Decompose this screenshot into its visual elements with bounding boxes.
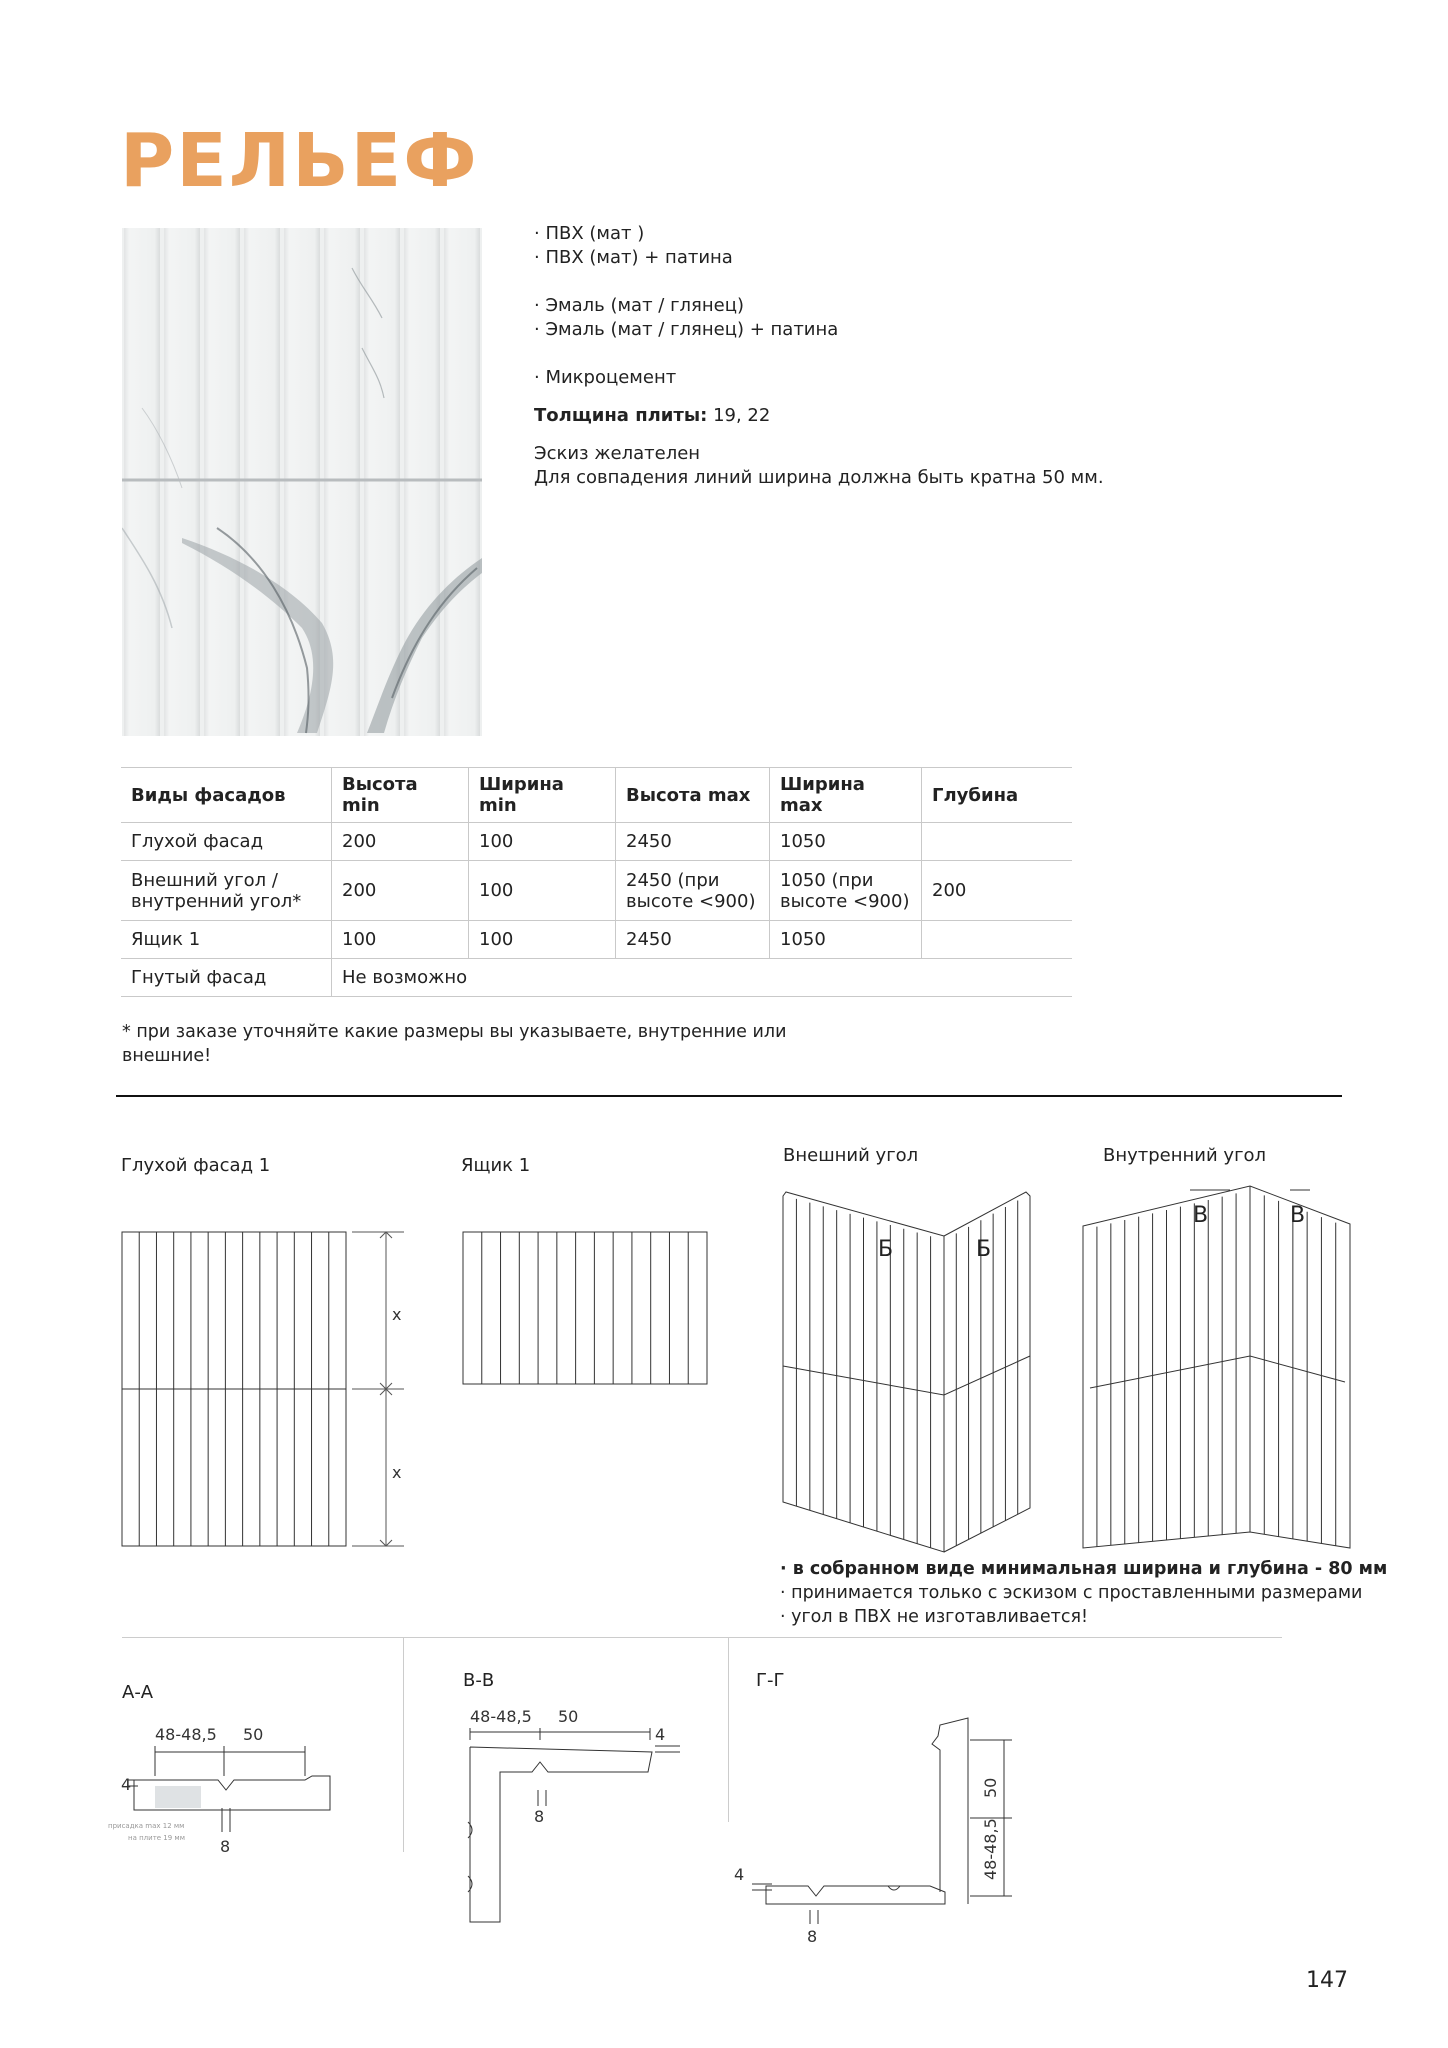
caption-outer-corner: Внешний угол	[783, 1145, 919, 1166]
inner-corner-drawing	[1083, 1186, 1350, 1548]
photo-rib	[204, 228, 240, 736]
mark-v-left: В	[1193, 1203, 1209, 1228]
mark-b-right: Б	[976, 1237, 992, 1262]
thickness-value: 19, 22	[713, 405, 771, 426]
dim-x-top: x	[392, 1305, 402, 1324]
table-cell: 100	[469, 823, 616, 861]
width-note: Для совпадения линий ширина должна быть кратна 50 мм.	[534, 467, 1104, 488]
dim-x-bottom: x	[392, 1463, 402, 1482]
specs-block	[534, 222, 1104, 490]
table-cell: 100	[469, 921, 616, 959]
table-cell: 100	[332, 921, 469, 959]
photo-rib	[444, 228, 480, 736]
section-drawings	[0, 1690, 1448, 1970]
photo-rib	[124, 228, 160, 736]
photo-rib	[164, 228, 200, 736]
table-cell: 200	[332, 823, 469, 861]
corner-note: · принимается только с эскизом с проставленными размерами	[780, 1583, 1363, 1603]
mark-b-left: Б	[878, 1237, 894, 1262]
gg-dim-50: 50	[981, 1777, 1000, 1798]
table-header-row	[121, 768, 1072, 823]
table-cell: Ящик 1	[121, 921, 332, 959]
material-pvc-patina: · ПВХ (мат) + патина	[534, 247, 733, 268]
product-photo	[122, 228, 482, 736]
aa-dim-8: 8	[220, 1837, 231, 1856]
table-header: Высота max	[616, 768, 770, 823]
table-cell: 1050 (при высоте <900)	[770, 861, 922, 921]
table-cell	[922, 921, 1073, 959]
aa-dim-48: 48-48,5	[155, 1725, 217, 1744]
vv-dim-4: 4	[655, 1725, 666, 1744]
sketch-note: Эскиз желателен	[534, 443, 701, 464]
caption-inner-corner: Внутренний угол	[1103, 1145, 1267, 1166]
table-cell: 200	[332, 861, 469, 921]
material-pvc-mat: · ПВХ (мат )	[534, 223, 645, 244]
gg-dim-48: 48-48,5	[981, 1818, 1000, 1880]
table-row	[121, 823, 1072, 861]
table-cell: 100	[469, 861, 616, 921]
table-cell	[922, 823, 1073, 861]
thickness-line	[534, 404, 1104, 428]
drawer-drawing	[463, 1232, 707, 1384]
photo-rib	[364, 228, 400, 736]
gg-dim-8: 8	[807, 1927, 818, 1946]
aa-dim-4: 4	[121, 1775, 132, 1794]
page-number: 147	[1306, 1968, 1348, 1993]
table-header: Высота min	[332, 768, 469, 823]
table-cell: 1050	[770, 921, 922, 959]
table-row	[121, 959, 1072, 997]
caption-blind-facade: Глухой фасад 1	[121, 1155, 271, 1176]
table-row	[121, 921, 1072, 959]
material-enamel-patina: · Эмаль (мат / глянец) + патина	[534, 319, 839, 340]
corner-note: · угол в ПВХ не изготавливается!	[780, 1607, 1089, 1627]
height-dimension-lines	[352, 1232, 404, 1546]
table-cell: 2450 (при высоте <900)	[616, 861, 770, 921]
section-divider	[122, 1637, 1282, 1638]
table-cell: Глухой фасад	[121, 823, 332, 861]
vv-dim-50: 50	[558, 1707, 579, 1726]
aa-small-note-1: присадка max 12 мм	[108, 1822, 185, 1830]
vv-dim-8: 8	[534, 1807, 545, 1826]
table-cell: 2450	[616, 823, 770, 861]
section-gg-drawing	[752, 1718, 1012, 1924]
section-aa-drawing	[128, 1746, 330, 1832]
thickness-label: Толщина плиты:	[534, 405, 708, 426]
material-microcement: · Микроцемент	[534, 367, 677, 388]
blind-facade-drawing	[122, 1232, 346, 1546]
table-cell: Гнутый фасад	[121, 959, 332, 997]
table-row	[121, 861, 1072, 921]
section-gg-label: Г-Г	[756, 1670, 785, 1691]
outer-corner-drawing	[783, 1192, 1030, 1552]
corner-notes	[780, 1557, 1387, 1629]
page-title: РЕЛЬЕФ	[120, 118, 479, 204]
table-cell: 1050	[770, 823, 922, 861]
table-cell: Внешний угол / внутренний угол*	[121, 861, 332, 921]
table-cell: Не возможно	[332, 959, 1073, 997]
aa-small-note-2: на плите 19 мм	[128, 1834, 185, 1842]
technical-drawings	[0, 1180, 1448, 1580]
photo-rib	[244, 228, 280, 736]
table-cell: 2450	[616, 921, 770, 959]
table-header: Ширина min	[469, 768, 616, 823]
table-header: Виды фасадов	[121, 768, 332, 823]
table-header: Ширина max	[770, 768, 922, 823]
table-cell: 200	[922, 861, 1073, 921]
table-header: Глубина	[922, 768, 1073, 823]
corner-note-bold: · в собранном виде минимальная ширина и глубина - 80 мм	[780, 1559, 1388, 1579]
divider	[116, 1095, 1342, 1097]
mark-v-right: В	[1290, 1203, 1306, 1228]
dimensions-table	[121, 767, 1072, 997]
footnote: * при заказе уточняйте какие размеры вы указываете, внутренние или внешние!	[122, 1022, 787, 1066]
section-vv-label: В-В	[463, 1670, 495, 1691]
aa-dim-50: 50	[243, 1725, 264, 1744]
section-vv-drawing	[468, 1728, 680, 1922]
section-aa-label: А-А	[122, 1682, 154, 1703]
vv-dim-48: 48-48,5	[470, 1707, 532, 1726]
caption-drawer: Ящик 1	[461, 1155, 531, 1176]
material-enamel: · Эмаль (мат / глянец)	[534, 295, 744, 316]
gg-dim-4: 4	[734, 1865, 745, 1884]
